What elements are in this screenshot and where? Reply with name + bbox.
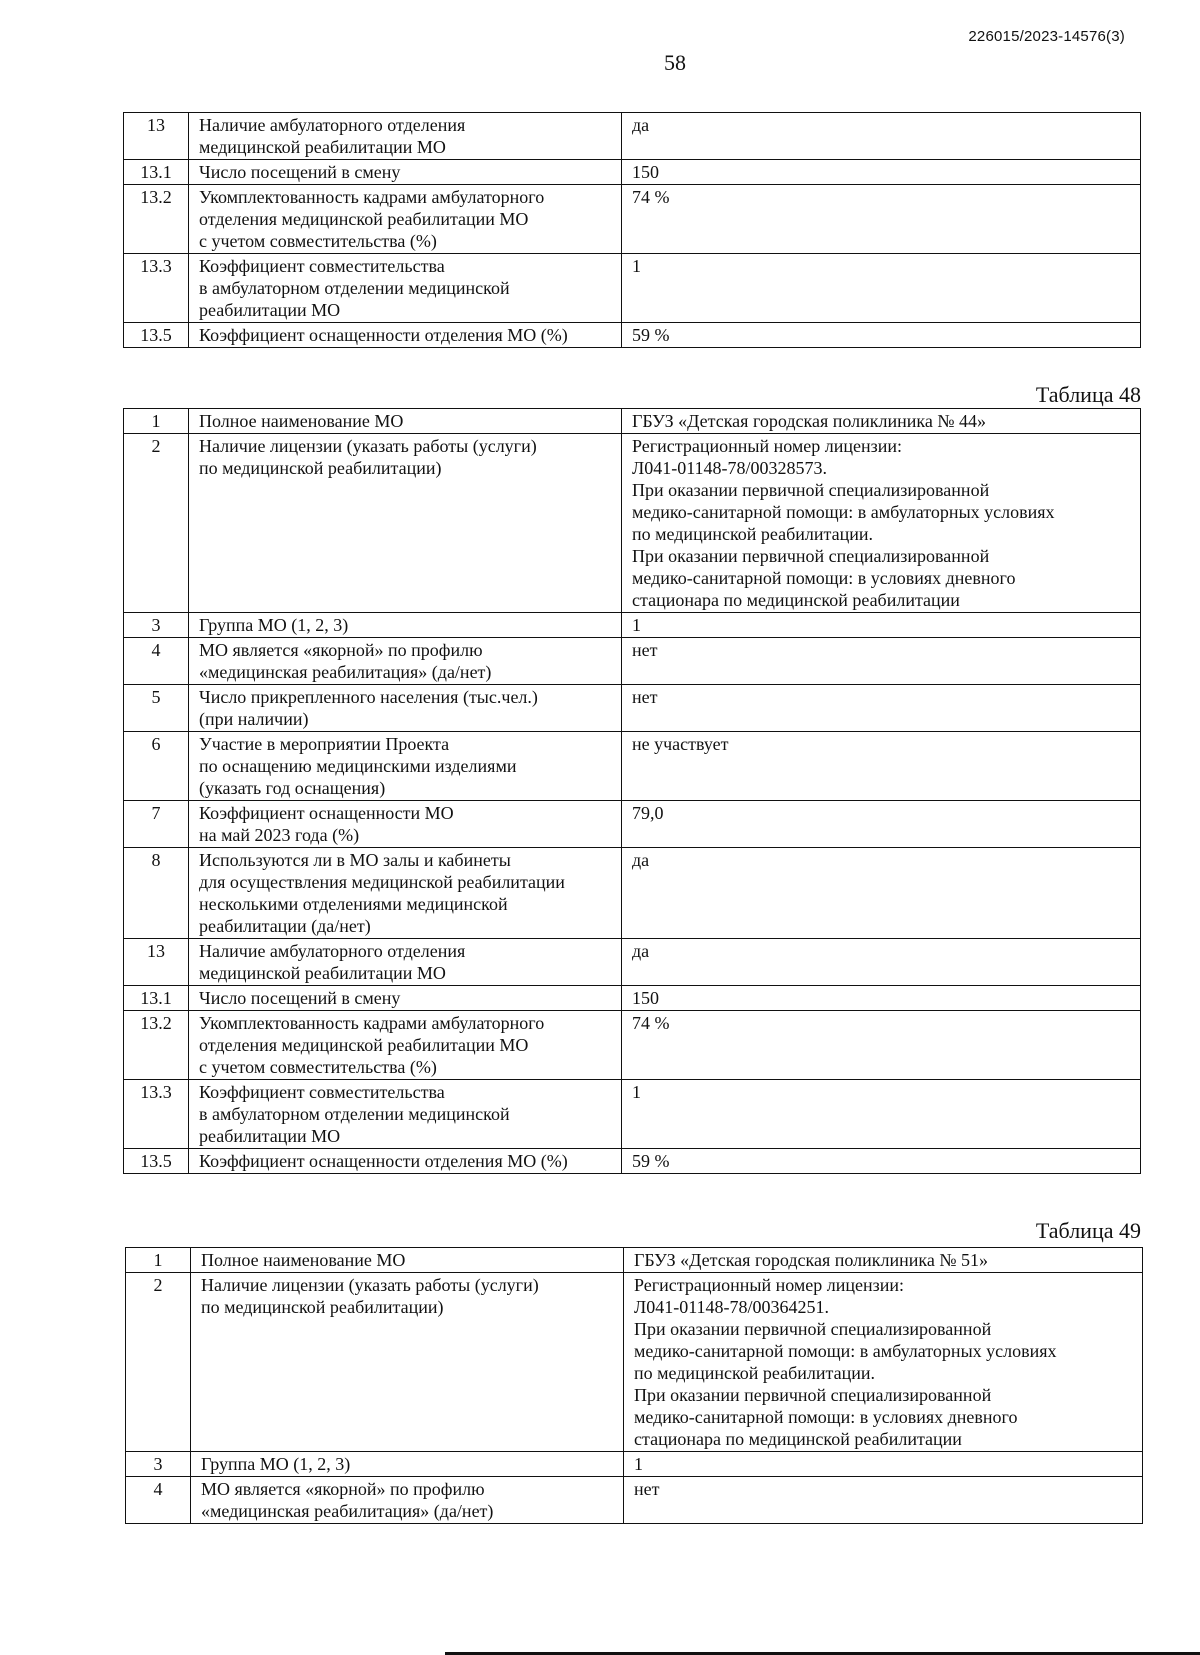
row-value-cell: не участвует [622,732,1141,801]
table-row [124,848,1141,939]
row-value-cell: нет [624,1477,1143,1524]
table-row [124,801,1141,848]
table-row [124,613,1141,638]
row-value-cell: 1 [622,613,1141,638]
row-number-cell: 8 [124,848,189,939]
row-value-cell: 1 [622,254,1141,323]
row-number-cell: 13.5 [124,323,189,348]
table-row [124,638,1141,685]
row-value-cell: 150 [622,986,1141,1011]
row-value-cell: нет [622,685,1141,732]
table-row [124,160,1141,185]
row-number-cell: 7 [124,801,189,848]
row-number-cell: 6 [124,732,189,801]
row-number-cell: 3 [126,1452,191,1477]
row-label-cell: Число посещений в смену [189,986,622,1011]
table-row [126,1248,1143,1273]
row-number-cell: 13.3 [124,254,189,323]
row-label-cell: Число посещений в смену [189,160,622,185]
row-label-cell: Группа МО (1, 2, 3) [189,613,622,638]
row-label-cell: Укомплектованность кадрами амбулаторного отделения медицинской реабилитации МО с учетом совместительства (%) [189,185,622,254]
table-48-caption: Таблица 48 [1035,382,1141,407]
row-label-cell: МО является «якорной» по профилю «медицинская реабилитация» (да/нет) [189,638,622,685]
row-label-cell: Наличие лицензии (указать работы (услуги) по медицинской реабилитации) [189,434,622,613]
row-label-cell: Полное наименование МО [189,409,622,434]
table-row [126,1273,1143,1452]
row-number-cell: 5 [124,685,189,732]
row-number-cell: 13 [124,939,189,986]
table-row [124,113,1141,160]
row-label-cell: Участие в мероприятии Проекта по оснащению медицинскими изделиями (указать год оснащения) [189,732,622,801]
row-number-cell: 13.1 [124,160,189,185]
table-row [124,1149,1141,1174]
row-label-cell: Коэффициент оснащенности МО на май 2023 года (%) [189,801,622,848]
row-value-cell: 59 % [622,323,1141,348]
row-label-cell: Полное наименование МО [191,1248,624,1273]
table-row [124,323,1141,348]
row-label-cell: Наличие амбулаторного отделения медицинской реабилитации МО [189,939,622,986]
row-label-cell: Используются ли в МО залы и кабинеты для осуществления медицинской реабилитации несколькими отделениями медицинской реабилитации (да/нет) [189,848,622,939]
row-number-cell: 13.2 [124,185,189,254]
row-value-cell: 150 [622,160,1141,185]
row-label-cell: Коэффициент совместительства в амбулаторном отделении медицинской реабилитации МО [189,1080,622,1149]
table-row [124,1080,1141,1149]
row-label-cell: Наличие лицензии (указать работы (услуги) по медицинской реабилитации) [191,1273,624,1452]
row-label-cell: Число прикрепленного населения (тыс.чел.) (при наличии) [189,685,622,732]
table-48 [123,408,1141,1174]
table-row [124,685,1141,732]
row-value-cell: 79,0 [622,801,1141,848]
row-value-cell: ГБУЗ «Детская городская поликлиника № 51» [624,1248,1143,1273]
row-number-cell: 13.2 [124,1011,189,1080]
row-value-cell: ГБУЗ «Детская городская поликлиника № 44» [622,409,1141,434]
row-number-cell: 4 [124,638,189,685]
row-value-cell: Регистрационный номер лицензии: Л041-01148-78/00328573. При оказании первичной специализированной медико-санитарной помощи: в амбулаторных условиях по медицинской реабилитации. При оказании первичной специализированной медико-санитарной помощи: в условиях дневного стационара по медицинской реабилитации [622,434,1141,613]
row-number-cell: 3 [124,613,189,638]
table-row [124,434,1141,613]
row-number-cell: 1 [124,409,189,434]
row-value-cell: 74 % [622,1011,1141,1080]
row-value-cell: 74 % [622,185,1141,254]
row-number-cell: 13 [124,113,189,160]
table-row [126,1477,1143,1524]
row-label-cell: Коэффициент оснащенности отделения МО (%) [189,323,622,348]
table-49-caption: Таблица 49 [1035,1218,1141,1243]
row-value-cell: нет [622,638,1141,685]
row-number-cell: 13.3 [124,1080,189,1149]
table-row [124,986,1141,1011]
table-row [124,1011,1141,1080]
table-49 [125,1247,1143,1524]
row-label-cell: Группа МО (1, 2, 3) [191,1452,624,1477]
table-row [124,939,1141,986]
row-value-cell: 59 % [622,1149,1141,1174]
row-number-cell: 2 [124,434,189,613]
row-label-cell: МО является «якорной» по профилю «медицинская реабилитация» (да/нет) [191,1477,624,1524]
table-row [124,732,1141,801]
table-row [124,409,1141,434]
row-number-cell: 13.5 [124,1149,189,1174]
row-number-cell: 1 [126,1248,191,1273]
row-value-cell: 1 [622,1080,1141,1149]
table-row [124,254,1141,323]
row-number-cell: 4 [126,1477,191,1524]
row-value-cell: Регистрационный номер лицензии: Л041-01148-78/00364251. При оказании первичной специализированной медико-санитарной помощи: в амбулаторных условиях по медицинской реабилитации. При оказании первичной специализированной медико-санитарной помощи: в условиях дневного стационара по медицинской реабилитации [624,1273,1143,1452]
row-label-cell: Укомплектованность кадрами амбулаторного отделения медицинской реабилитации МО с учетом совместительства (%) [189,1011,622,1080]
row-value-cell: да [622,848,1141,939]
table-row [126,1452,1143,1477]
page-number: 58 [664,50,686,75]
row-value-cell: да [622,113,1141,160]
row-value-cell: да [622,939,1141,986]
row-label-cell: Коэффициент оснащенности отделения МО (%) [189,1149,622,1174]
row-label-cell: Коэффициент совместительства в амбулаторном отделении медицинской реабилитации МО [189,254,622,323]
row-label-cell: Наличие амбулаторного отделения медицинской реабилитации МО [189,113,622,160]
table-row [124,185,1141,254]
document-id: 226015/2023-14576(3) [968,28,1125,45]
row-number-cell: 13.1 [124,986,189,1011]
row-number-cell: 2 [126,1273,191,1452]
table-top-continuation [123,112,1141,348]
row-value-cell: 1 [624,1452,1143,1477]
